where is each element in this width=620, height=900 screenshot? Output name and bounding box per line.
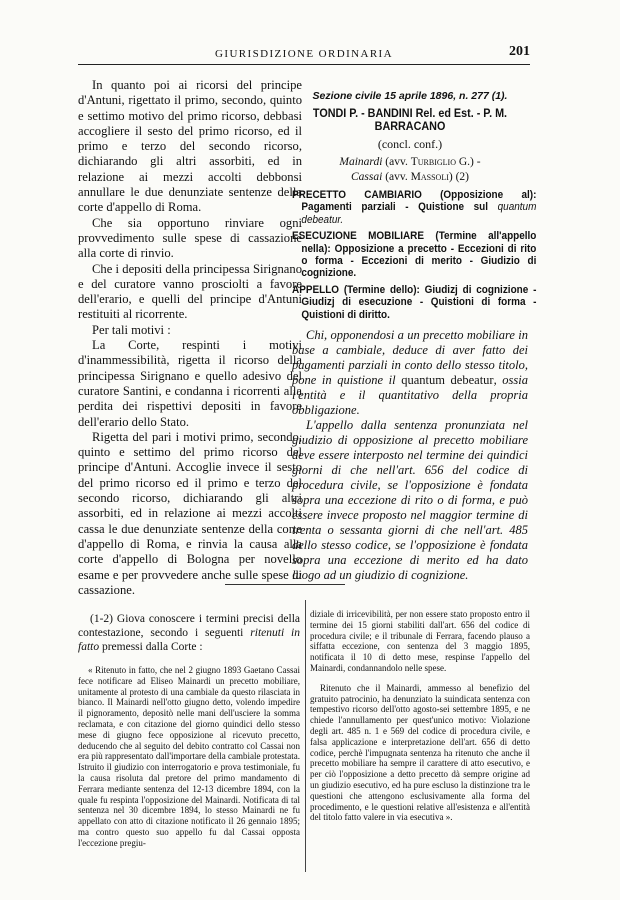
massima-appello xyxy=(292,284,536,321)
footnote-separator xyxy=(305,600,306,872)
footnote-left-column xyxy=(78,600,300,858)
case-parties: TONDI P. - BANDINI Rel. ed Est. - P. M. BARRACANO xyxy=(312,107,508,133)
summary-text: Chi, opponendosi a un precetto mobiliare in base a cambiale, deduce di aver fatto dei pagamenti parziali in conto dello stesso titolo, pone in quistione il xyxy=(292,328,528,388)
counsel-1-pre: (avv. xyxy=(385,156,408,168)
paragraph: Che sia opportuno rinviare ogni provvedimento sulle spese di cassazione alla corte di rinvio. xyxy=(78,215,302,261)
counsel-1-post: ) - xyxy=(470,156,481,168)
counsel-1-name: Mainardi xyxy=(339,156,383,168)
massima-main: APPELLO (Termine dello): Giudizj di cognizione - Giudizj di esecuzione - Quistioni di forma - Quistioni di diritto. xyxy=(292,283,537,321)
paragraph: In quanto poi ai ricorsi del principe d'Antuni, rigettato il primo, secondo, quinto e settimo motivo del primo ricorso, debbasi accogliere il sesto del primo ricorso, ed il primo e terzo del secondo ricorso, dichiarando gli altri assorbiti, ed in relazione ai mezzi accolti debbonsi annullare le due denunziate sentenze della corte d'appello di Roma. xyxy=(78,78,302,215)
left-column xyxy=(78,78,302,598)
paragraph: Che i depositi della principessa Sirignano e del curatore vanno prosciolti a favore dell'erario, e quelli del principe d'Antuni restituiti al ricorrente. xyxy=(78,261,302,322)
summary-latin: quantum debeatur xyxy=(401,373,494,388)
header-rule xyxy=(78,64,530,65)
massima-esecuzione xyxy=(292,230,536,280)
counsel-2-post: ) (2) xyxy=(448,171,469,183)
footnote-intro-c: premessi dalla Corte : xyxy=(101,640,203,653)
footnote-body: diziale di irricevibilità, per non essere stato proposto entro il termine dei 15 giorni stabiliti dall'art. 656 del codice di procedura civile; e il tribunale di Ferrara, facendo plauso a siffatta eccezione, con sentenza del 3 maggio 1895, notificata il 10 di detto mese, respinse l'appello del Mainardi, condannandolo nelle spese. xyxy=(310,609,530,673)
right-column xyxy=(292,90,537,583)
case-conclusions: (concl. conf.) xyxy=(377,137,443,151)
footnote-intro xyxy=(78,612,300,654)
massima-main: ESECUZIONE MOBILIARE (Termine all'appello nella): Opposizione a precetto - Eccezioni di rito o forma - Eccezioni di merito - Giudizio di cognizione. xyxy=(292,230,537,280)
running-title: GIURISDIZIONE ORDINARIA xyxy=(215,48,393,60)
counsel-1-lawyer: Turbiglio G. xyxy=(410,156,471,168)
counsel-2-pre: (avv. xyxy=(385,171,408,183)
section-divider xyxy=(225,584,345,585)
running-header xyxy=(78,44,530,66)
page-number: 201 xyxy=(509,44,530,59)
paragraph: La Corte, respinti i motivi d'inammessibilità, rigetta il ricorso della principessa Sirignano e quello adesivo del curatore Santini, e condanna i ricorrenti alla perdita dei rispettivi depositi in favore dell'erario dello Stato. xyxy=(78,338,302,429)
summary-text: , ossia l'entità e il quantitativo della propria obbligazione. xyxy=(292,373,529,418)
summary-1 xyxy=(292,328,528,418)
massima-main: PRECETTO CAMBIARIO (Opposizione al): Pagamenti parziali - Quistione sul xyxy=(292,189,537,214)
massima-sub: quantum debeatur. xyxy=(301,201,537,226)
paragraph: Rigetta del pari i motivi primo, secondo, quinto e settimo del primo ricorso del principe d'Antuni. Accoglie invece il sesto del primo ricorso ed il primo e terzo del secondo ricorso, dichiarando gli altri assorbiti, ed in relazione ai mezzi accolti cassa le due denunziate sentenze della corte d'appello di Roma, e rinvia la causa alla corte d'appello di Bologna per novello esame e per provvedere anche sulle spese di cassazione. xyxy=(78,429,302,597)
summary-2: L'appello dalla sentenza pronunziata nel giudizio di opposizione al precetto mobiliare deve essere interposto nel termine dei quindici giorni di che nell'art. 656 del codice di procedura civile, se l'opposizione è fondata sopra una eccezione di rito o di forma, e può essere invece proposto nel maggior termine di trenta o sessanta giorni di che nell'art. 485 dello stesso codice, se l'opposizione è fondata sopra una eccezione di merito ed ha dato luogo ad un giudizio di cognizione. xyxy=(292,418,528,583)
footnote-intro-a: (1-2) Giova conoscere i termini precisi della contestazione, secondo i seguenti xyxy=(78,612,300,639)
footnote-intro-b: ritenuti in fatto xyxy=(78,626,300,653)
footnote-body: Ritenuto che il Mainardi, ammesso al benefizio del gratuito patrocinio, ha denunziato la suindicata sentenza con tempestivo ricorso dell'otto agosto-sei settembre 1895, e ne chiede l'annullamento per quest'unico motivo: Violazione degli art. 485 n. 1 e 569 del codice di procedura civile, e falsa applicazione e interpretazione dell'art. 656 di detto codice, perchè l'impugnata sentenza ha ritenuto che anche il precetto mobiliare ha sempre il carattere di atto esecutivo, e per ciò l'opposizione a detto precetto dà sempre origine ad un giudizio esecutivo, ed ha pure escluso la distinzione tra le questioni che attengono esclusivamente alla forma del procedimento, e le questioni relative all'esistenza e all'entità del titolo fatto valere in via esecutiva ». xyxy=(310,682,530,823)
counsel-2-name: Cassai xyxy=(351,171,383,183)
footnote-right-column xyxy=(310,600,530,832)
massima-precetto xyxy=(292,189,536,226)
footnote-body: « Ritenuto in fatto, che nel 2 giugno 1893 Gaetano Cassai fece notificare ad Eliseo Mainardi un precetto mobiliare, unitamente al protesto di una cambiale da questo rilasciata in bianco. Il Mainardi nell'otto giugno detto, volendo impedire il pignoramento, depositò nelle mani dell'usciere la somma reclamata, e con citazione del giorno quindici dello stesso mese di giugno fece opposizione al ricevuto precetto, deducendo che al seguito del debito contratto col Cassai non era più rappresentato dall'importare della cambiale protestata. Istruito il giudizio con interrogatorio e prova testimoniale, fu la causa risoluta dal pretore del primo mandamento di Ferrara mediante sentenza del 12-13 dicembre 1894, con la quale fu respinta l'opposizione del Mainardi. Notificata di tal sentenza nel 30 dicembre 1894, lo stesso Mainardi ne fu appellato con atto di citazione notificato il 26 gennaio 1895; ma contro questo suo appello fu dal Cassai opposta l'eccezione pregiu- xyxy=(78,665,300,848)
counsel-2-lawyer: Massoli xyxy=(410,171,449,183)
paragraph: Per tali motivi : xyxy=(92,322,171,337)
case-section-date: Sezione civile 15 aprile 1896, n. 277 (1). xyxy=(312,90,508,102)
case-counsel xyxy=(292,155,528,185)
